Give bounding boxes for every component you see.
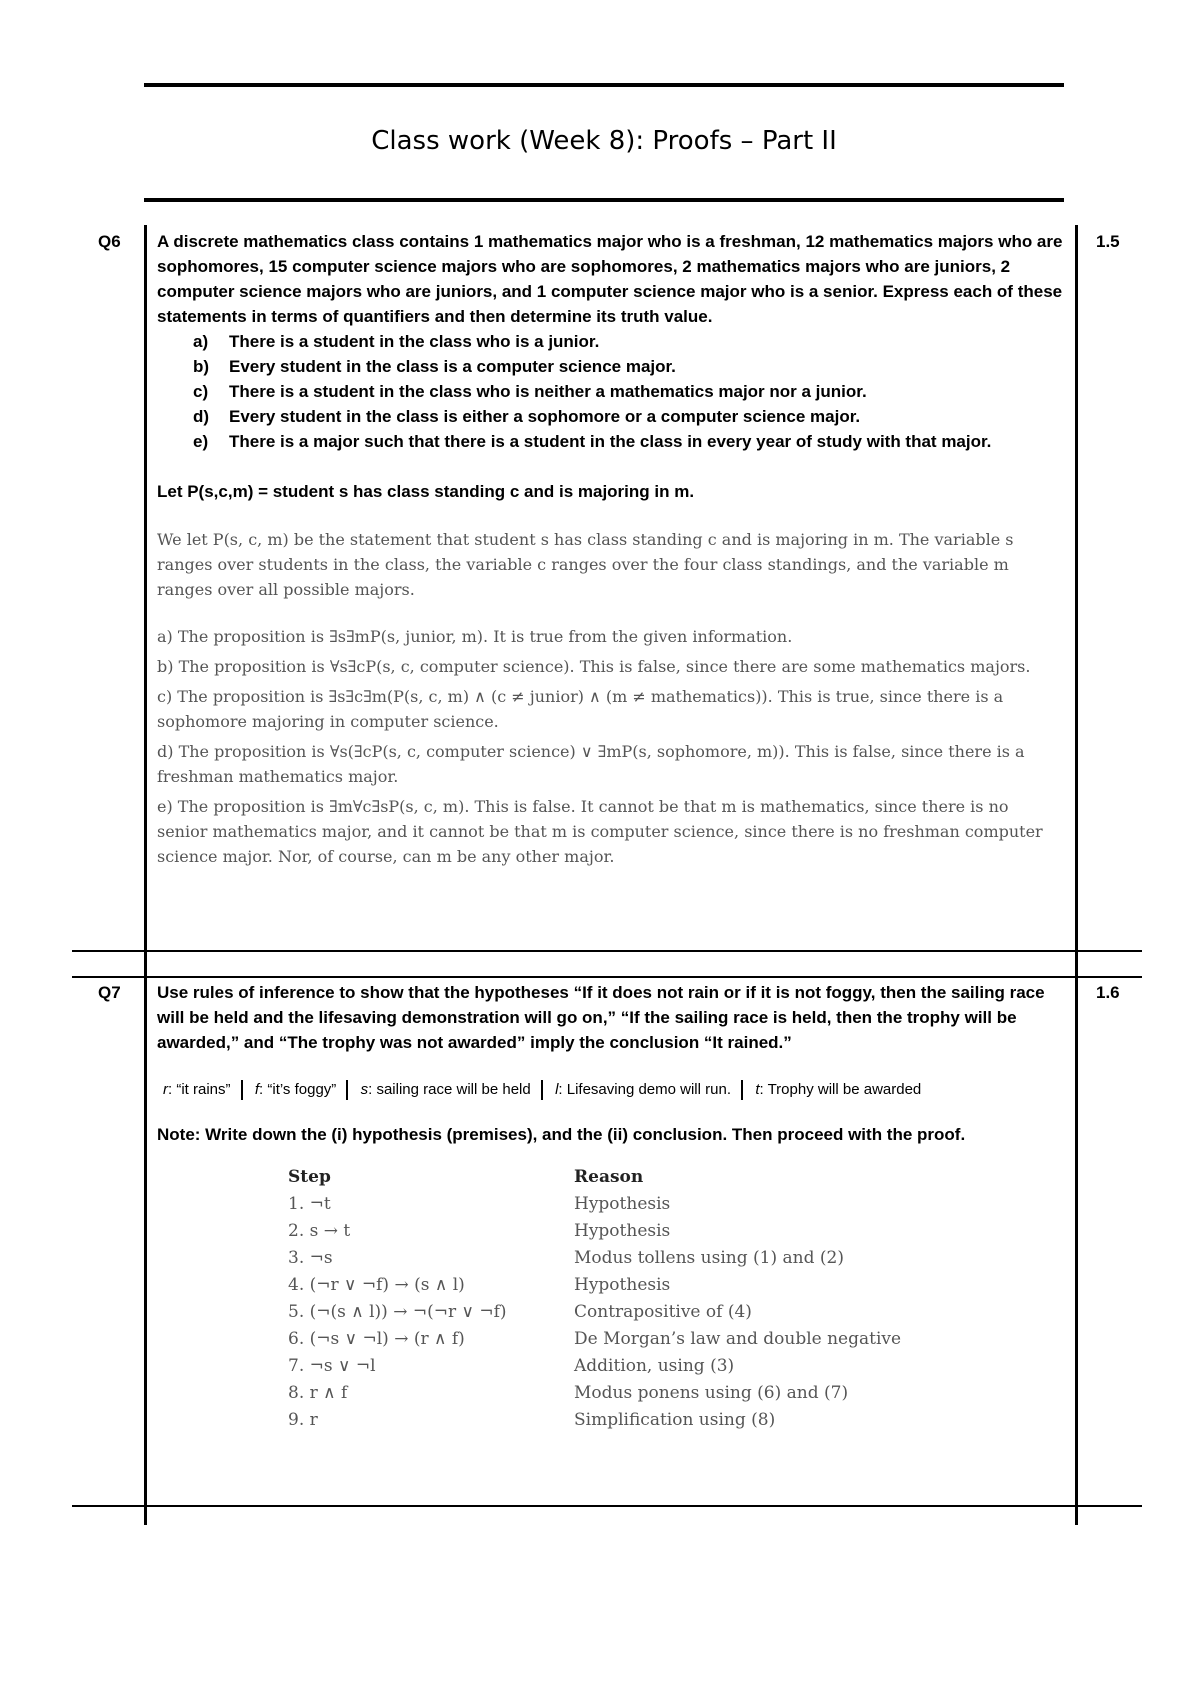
- title-bottom-rule: [144, 198, 1064, 202]
- step-header: Step: [288, 1167, 331, 1187]
- proof-header: [288, 1164, 974, 1191]
- var-f: f: “it’s foggy”: [254, 1081, 337, 1098]
- q6-items: [157, 329, 1069, 454]
- q7-note: Note: Write down the (i) hypothesis (premises), and the (ii) conclusion. Then proceed with the proof.: [157, 1125, 966, 1144]
- var-s: s: sailing race will be held: [360, 1081, 531, 1098]
- q7-body: [157, 980, 1069, 1147]
- table-row: 9. r Simplification using (8): [288, 1410, 776, 1430]
- table-row: 8. r ∧ f Modus ponens using (6) and (7): [288, 1383, 849, 1403]
- answer-e: e) The proposition is ∃m∀c∃sP(s, c, m). This is false. It cannot be that m is mathematics, since there is no senior mathematics major, and it cannot be that m is computer science, since there is no freshman computer science major. Nor, of course, can m be any other major.: [157, 797, 1043, 866]
- q6-answer: [157, 527, 1062, 869]
- q6-label: Q6: [98, 232, 121, 251]
- answer-c: c) The proposition is ∃s∃c∃m(P(s, c, m) ∧ (c ≠ junior) ∧ (m ≠ mathematics)). This is true, since there is a sophomore majoring in computer science.: [157, 687, 1004, 731]
- var-r: r: “it rains”: [163, 1081, 231, 1098]
- row-divider-upper: [72, 950, 1142, 952]
- table-row: 3. ¬s Modus tollens using (1) and (2): [288, 1248, 844, 1268]
- q7-mark: 1.6: [1096, 983, 1120, 1002]
- var-separator: [541, 1080, 543, 1100]
- answer-a: a) The proposition is ∃s∃mP(s, junior, m). It is true from the given information.: [157, 627, 793, 646]
- row-divider-lower: [72, 976, 1142, 978]
- page-title: Class work (Week 8): Proofs – Part II: [371, 126, 837, 156]
- table-row: 4. (¬r ∨ ¬f) → (s ∧ l) Hypothesis: [288, 1275, 671, 1295]
- q6-mark: 1.5: [1096, 232, 1120, 251]
- right-column-divider: [1075, 225, 1078, 1525]
- var-t: t: Trophy will be awarded: [755, 1081, 922, 1098]
- q6-intro: A discrete mathematics class contains 1 mathematics major who is a freshman, 12 mathematics majors who are sophomores, 15 computer science majors who are sophomores, 2 mathematics majors who are juniors, 2 computer science majors who are juniors, and 1 computer science major who is a senior. Express each of these statements in terms of quantifiers and then determine its truth value.: [157, 232, 1063, 326]
- q7-label: Q7: [98, 983, 121, 1002]
- list-item: e) There is a major such that there is a student in the class in every year of study with that major.: [193, 432, 992, 451]
- top-rule: [144, 83, 1064, 87]
- list-item: d) Every student in the class is either a sophomore or a computer science major.: [193, 407, 861, 426]
- answer-intro: We let P(s, c, m) be the statement that student s has class standing c and is majoring in m. The variable s ranges over students in the class, the variable c ranges over the four class standings, and the variable m ranges over all possible majors.: [157, 530, 1014, 599]
- var-separator: [346, 1080, 348, 1100]
- table-row: 1. ¬t Hypothesis: [288, 1194, 671, 1214]
- q6-let-definition: Let P(s,c,m) = student s has class standing c and is majoring in m.: [157, 482, 695, 501]
- table-row: 2. s → t Hypothesis: [288, 1221, 671, 1241]
- q7-variables: [157, 1077, 1069, 1102]
- answer-d: d) The proposition is ∀s(∃cP(s, c, computer science) ∨ ∃mP(s, sophomore, m)). This is false, since there is a freshman mathematics major.: [157, 742, 1025, 786]
- table-bottom-rule: [72, 1505, 1142, 1507]
- var-l: l: Lifesaving demo will run.: [555, 1081, 731, 1098]
- var-separator: [241, 1080, 243, 1100]
- reason-header: Reason: [574, 1167, 644, 1187]
- table-row: 6. (¬s ∨ ¬l) → (r ∧ f) De Morgan’s law and double negative: [288, 1329, 902, 1349]
- var-separator: [741, 1080, 743, 1100]
- q6-body: [157, 229, 1069, 504]
- q7-intro: Use rules of inference to show that the hypotheses “If it does not rain or if it is not foggy, then the sailing race will be held and the lifesaving demonstration will go on,” “If the sailing race is held, then the trophy will be awarded,” and “The trophy was not awarded” imply the conclusion “It rained.”: [157, 983, 1045, 1052]
- proof-table: [288, 1164, 974, 1434]
- left-column-divider: [144, 225, 147, 1525]
- list-item: a) There is a student in the class who is a junior.: [193, 332, 600, 351]
- table-row: 7. ¬s ∨ ¬l Addition, using (3): [288, 1356, 735, 1376]
- answer-b: b) The proposition is ∀s∃cP(s, c, computer science). This is false, since there are some mathematics majors.: [157, 657, 1031, 676]
- list-item: c) There is a student in the class who is neither a mathematics major nor a junior.: [193, 382, 867, 401]
- list-item: b) Every student in the class is a computer science major.: [193, 357, 676, 376]
- table-row: 5. (¬(s ∧ l)) → ¬(¬r ∨ ¬f) Contrapositive of (4): [288, 1302, 752, 1322]
